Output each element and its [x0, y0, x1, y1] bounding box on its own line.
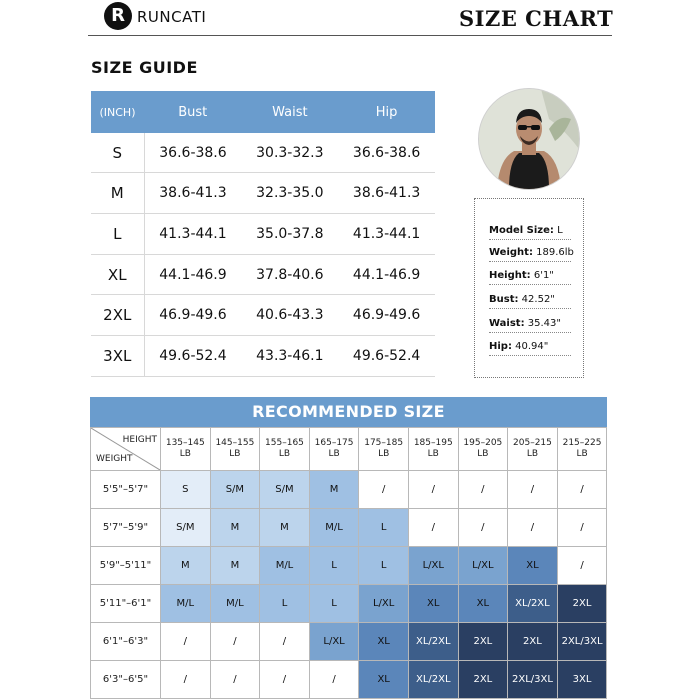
- recommended-size-cell: /: [458, 471, 508, 509]
- recommended-size-cell: M/L: [260, 547, 310, 585]
- brand-name: RUNCATI: [137, 8, 207, 26]
- recommended-size-cell: 3XL: [557, 661, 607, 699]
- weight-column-header: [161, 428, 211, 471]
- waist-cell: 40.6-43.3: [241, 295, 338, 336]
- recommended-size-cell: /: [260, 661, 310, 699]
- weight-column-header: [359, 428, 409, 471]
- weight-range-label: 155–165: [265, 438, 304, 448]
- recommended-size-cell: /: [309, 661, 359, 699]
- recommended-size-cell: M/L: [161, 585, 211, 623]
- recommended-size-cell: S/M: [210, 471, 260, 509]
- table-corner: [91, 428, 161, 471]
- page-title: SIZE CHART: [459, 6, 614, 31]
- recommended-size-cell: L: [359, 509, 409, 547]
- size-guide-table: [91, 91, 435, 377]
- size-cell: M: [91, 173, 144, 214]
- recommended-size-table: [90, 427, 607, 699]
- table-row: [91, 661, 607, 699]
- recommended-size-cell: XL: [408, 585, 458, 623]
- recommended-size-cell: M: [210, 509, 260, 547]
- waist-header: Waist: [241, 91, 338, 133]
- recommended-size-cell: /: [408, 471, 458, 509]
- size-cell: 3XL: [91, 336, 144, 377]
- recommended-size-cell: 2XL: [458, 661, 508, 699]
- hip-cell: 38.6-41.3: [338, 173, 435, 214]
- recommended-size-cell: XL: [359, 623, 409, 661]
- weight-unit-label: LB: [526, 449, 539, 459]
- model-waist-info: Waist: 35.43": [489, 318, 571, 333]
- table-row: [91, 133, 435, 173]
- recommended-size-cell: L: [260, 585, 310, 623]
- table-row: [91, 336, 435, 377]
- recommended-size-cell: L: [359, 547, 409, 585]
- weight-column-header: [458, 428, 508, 471]
- table-row: [91, 623, 607, 661]
- weight-range-label: 165–175: [314, 438, 354, 448]
- table-row: [91, 509, 607, 547]
- hip-cell: 44.1-46.9: [338, 254, 435, 295]
- recommended-size-cell: 2XL: [458, 623, 508, 661]
- recommended-size-cell: /: [359, 471, 409, 509]
- recommended-size-cell: /: [557, 471, 607, 509]
- size-guide-title: SIZE GUIDE: [91, 58, 198, 77]
- recommended-size-cell: XL: [359, 661, 409, 699]
- recommended-size-cell: /: [557, 509, 607, 547]
- hip-cell: 46.9-49.6: [338, 295, 435, 336]
- bust-cell: 41.3-44.1: [144, 214, 241, 255]
- recommended-size-cell: M: [210, 547, 260, 585]
- bust-header: Bust: [144, 91, 241, 133]
- hip-header: Hip: [338, 91, 435, 133]
- recommended-size-cell: L: [309, 547, 359, 585]
- recommended-size-cell: 2XL/3XL: [557, 623, 607, 661]
- weight-column-header: [309, 428, 359, 471]
- waist-cell: 43.3-46.1: [241, 336, 338, 377]
- height-range-cell: 6'3"–6'5": [91, 661, 161, 699]
- header-divider: [88, 35, 612, 36]
- waist-cell: 30.3-32.3: [241, 133, 338, 173]
- recommended-size-cell: XL: [458, 585, 508, 623]
- recommended-size-cell: L/XL: [408, 547, 458, 585]
- waist-cell: 37.8-40.6: [241, 254, 338, 295]
- height-range-cell: 5'9"–5'11": [91, 547, 161, 585]
- height-range-cell: 6'1"–6'3": [91, 623, 161, 661]
- recommended-size-cell: S/M: [260, 471, 310, 509]
- bust-cell: 49.6-52.4: [144, 336, 241, 377]
- hip-cell: 36.6-38.6: [338, 133, 435, 173]
- recommended-size-cell: S: [161, 471, 211, 509]
- weight-unit-label: LB: [378, 449, 390, 459]
- bust-cell: 46.9-49.6: [144, 295, 241, 336]
- model-size-info: Model Size: L: [489, 225, 571, 240]
- recommended-size-cell: /: [161, 661, 211, 699]
- recommended-size-cell: /: [161, 623, 211, 661]
- weight-column-header: [260, 428, 310, 471]
- recommended-size-cell: L: [309, 585, 359, 623]
- recommended-size-cell: M/L: [309, 509, 359, 547]
- recommended-size-cell: XL/2XL: [508, 585, 558, 623]
- recommended-size-cell: /: [408, 509, 458, 547]
- weight-corner-label: WEIGHT: [96, 454, 133, 464]
- model-info-box: [474, 198, 584, 378]
- weight-unit-label: LB: [229, 449, 241, 459]
- unit-header: (INCH): [91, 91, 144, 133]
- model-height-info: Height: 6'1": [489, 270, 571, 285]
- weight-unit-label: LB: [427, 449, 439, 459]
- recommended-size-cell: /: [210, 661, 260, 699]
- size-guide-header-row: [91, 91, 435, 133]
- recommended-size-cell: XL: [508, 547, 558, 585]
- brand-logo-icon: R: [104, 2, 132, 30]
- waist-cell: 35.0-37.8: [241, 214, 338, 255]
- weight-unit-label: LB: [576, 449, 588, 459]
- table-row: [91, 585, 607, 623]
- weight-unit-label: LB: [278, 449, 291, 459]
- model-hip-info: Hip: 40.94": [489, 341, 571, 356]
- model-bust-info: Bust: 42.52": [489, 294, 571, 309]
- weight-column-header: [508, 428, 558, 471]
- table-row: [91, 547, 607, 585]
- bust-cell: 38.6-41.3: [144, 173, 241, 214]
- recommended-size-cell: S/M: [161, 509, 211, 547]
- size-cell: XL: [91, 254, 144, 295]
- weight-unit-label: LB: [477, 449, 489, 459]
- table-row: [91, 295, 435, 336]
- weight-column-header: [557, 428, 607, 471]
- recommended-size-cell: L/XL: [359, 585, 409, 623]
- table-row: [91, 254, 435, 295]
- recommended-size-title: RECOMMENDED SIZE: [90, 397, 607, 427]
- recommended-size-cell: 2XL/3XL: [508, 661, 558, 699]
- weight-range-label: 185–195: [413, 438, 453, 448]
- model-photo: [478, 88, 580, 190]
- recommended-size-cell: M: [309, 471, 359, 509]
- recommended-size-cell: XL/2XL: [408, 623, 458, 661]
- table-row: [91, 173, 435, 214]
- weight-column-header: [408, 428, 458, 471]
- recommended-size-cell: /: [508, 471, 558, 509]
- table-row: [91, 471, 607, 509]
- weight-range-label: 175–185: [364, 438, 404, 448]
- recommended-size-cell: M: [260, 509, 310, 547]
- weight-range-label: 145–155: [215, 438, 255, 448]
- recommended-size-cell: /: [210, 623, 260, 661]
- size-cell: L: [91, 214, 144, 255]
- height-range-cell: 5'7"–5'9": [91, 509, 161, 547]
- model-photo-icon: [479, 89, 579, 189]
- waist-cell: 32.3-35.0: [241, 173, 338, 214]
- hip-cell: 41.3-44.1: [338, 214, 435, 255]
- recommended-size-cell: /: [508, 509, 558, 547]
- weight-unit-label: LB: [179, 449, 191, 459]
- weight-column-header: [210, 428, 260, 471]
- size-cell: 2XL: [91, 295, 144, 336]
- hip-cell: 49.6-52.4: [338, 336, 435, 377]
- bust-cell: 36.6-38.6: [144, 133, 241, 173]
- weight-range-label: 205–215: [513, 438, 552, 448]
- recommended-size-cell: /: [260, 623, 310, 661]
- recommended-size-cell: L/XL: [309, 623, 359, 661]
- recommended-size-cell: M: [161, 547, 211, 585]
- weight-header-row: [91, 428, 607, 471]
- model-weight-info: Weight: 189.6lb: [489, 247, 571, 262]
- table-row: [91, 214, 435, 255]
- recommended-size-cell: /: [557, 547, 607, 585]
- weight-range-label: 215–225: [562, 438, 602, 448]
- weight-unit-label: LB: [328, 449, 340, 459]
- height-range-cell: 5'11"–6'1": [91, 585, 161, 623]
- weight-range-label: 135–145: [165, 438, 205, 448]
- recommended-size-cell: 2XL: [508, 623, 558, 661]
- recommended-size-cell: M/L: [210, 585, 260, 623]
- bust-cell: 44.1-46.9: [144, 254, 241, 295]
- size-cell: S: [91, 133, 144, 173]
- height-range-cell: 5'5"–5'7": [91, 471, 161, 509]
- height-corner-label: HEIGHT: [122, 435, 157, 445]
- weight-range-label: 195–205: [463, 438, 503, 448]
- recommended-size-cell: 2XL: [557, 585, 607, 623]
- recommended-size-cell: L/XL: [458, 547, 508, 585]
- recommended-size-cell: XL/2XL: [408, 661, 458, 699]
- recommended-size-cell: /: [458, 509, 508, 547]
